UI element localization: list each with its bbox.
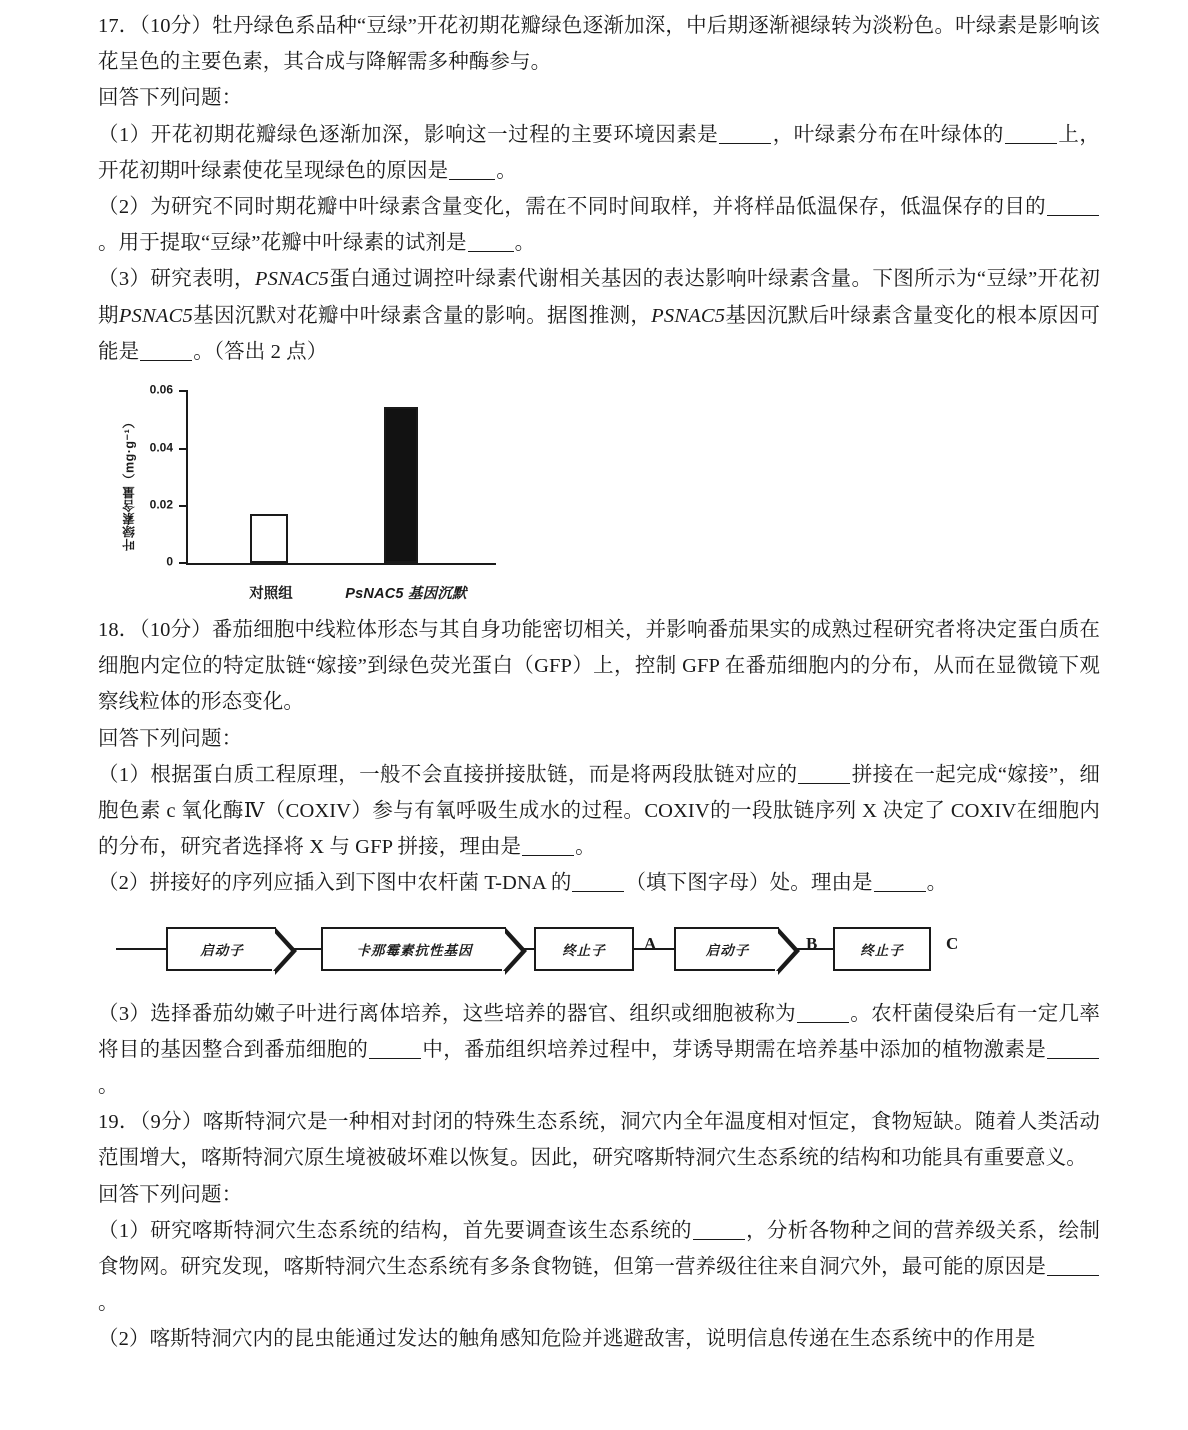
chart-y-axis-title: 叶绿素含量（mg·g⁻¹）	[122, 415, 137, 551]
tdna-site-marker-a: A	[644, 933, 657, 953]
question-18-part-1	[98, 757, 1100, 866]
arrow-head-icon	[276, 927, 298, 971]
chart-xlabel-psnac5-silenced: PsNAC5 基因沉默	[345, 586, 467, 603]
q18p3-text-b: 。农杆菌侵染后有一定几率将目的基因整合到番茄细胞的	[98, 1002, 1100, 1061]
tdna-kanamycin-resistance-gene	[321, 927, 506, 971]
q17p1-blank-3[interactable]	[449, 179, 495, 180]
tdna-site-marker-b: B	[806, 933, 818, 953]
q17p1-text-b: ，叶绿素分布在叶绿体的	[772, 123, 1004, 146]
tdna-promoter-1	[166, 927, 276, 971]
q17p3-text-b: 蛋白通过调控叶绿素代谢相关基因的表达影响叶绿素含量。下图所示为“豆绿”开花初期	[98, 268, 1100, 327]
q19p1-text-a: （1）研究喀斯特洞穴生态系统的结构，首先要调查该生态系统的	[98, 1219, 692, 1242]
arrow-head-icon	[779, 927, 801, 971]
chart-ytick-label-0: 0	[166, 554, 173, 569]
q17p3-blank-1[interactable]	[140, 360, 192, 361]
q17p1-text-a: （1）开花初期花瓣绿色逐渐加深，影响这一过程的主要环境因素是	[98, 123, 719, 146]
q18p3-blank-3[interactable]	[1047, 1058, 1099, 1059]
tdna-site-marker-c: C	[946, 933, 959, 953]
q18p2-blank-1[interactable]	[572, 891, 624, 892]
question-19-stem: 19．（9分）喀斯特洞穴是一种相对封闭的特殊生态系统，洞穴内全年温度相对恒定，食物短缺。随着人类活动范围增大，喀斯特洞穴原生境被破坏难以恢复。因此，研究喀斯特洞穴生态系统的结构和功能具有重要意义。	[98, 1111, 1100, 1170]
tdna-terminator-2	[833, 927, 931, 971]
q17p1-blank-2[interactable]	[1005, 143, 1057, 144]
q17p3-text-d: 基因沉默后叶绿素含量变化的根本原因可能是	[98, 304, 1100, 363]
q17p2-blank-1[interactable]	[1047, 215, 1099, 216]
tdna-terminator-1-label: 终止子	[562, 942, 606, 958]
tdna-promoter-1-label: 启动子	[200, 942, 244, 958]
q19p1-text-c: 。	[98, 1292, 119, 1315]
chart-ytick-label-0.04: 0.04	[149, 440, 173, 455]
q18p1-blank-2[interactable]	[522, 855, 574, 856]
q17p3-text-e: 。（答出 2 点）	[193, 340, 328, 363]
chart-ytick-0.02	[149, 497, 188, 512]
chart-plot-area	[149, 382, 496, 603]
q17p2-text-a: （2）为研究不同时期花瓣中叶绿素含量变化，需在不同时间取样，并将样品低温保存，低温保存的目的	[98, 196, 1046, 219]
question-17-part-3	[98, 261, 1100, 370]
question-19-answer-prompt: 回答下列问题：	[98, 1183, 243, 1206]
chart-xlabel-control: 对照组	[249, 586, 293, 603]
q17p3-gene-1: PSNAC5	[254, 268, 329, 291]
question-18-part-2	[98, 865, 1100, 901]
q18p2-text-c: 。	[926, 872, 948, 895]
question-17-stem: 17．（10分）牡丹绿色系品种“豆绿”开花初期花瓣绿色逐渐加深，中后期逐渐褪绿转为淡粉色。叶绿素是影响该花呈色的主要色素，其合成与降解需多种酶参与。	[98, 15, 1100, 74]
q17p1-text-d: 。	[496, 159, 517, 182]
question-17-answer-prompt: 回答下列问题：	[98, 87, 243, 110]
tdna-kanamycin-label: 卡那霉素抗性基因	[356, 942, 473, 958]
question-18-part-3	[98, 996, 1100, 1105]
chart-bar-psnac5-silenced	[384, 407, 418, 563]
q18p3-text-c: 中，番茄组织培养过程中，芽诱导期需在培养基中添加的植物激素是	[422, 1038, 1046, 1061]
q17p1-blank-1[interactable]	[719, 143, 771, 144]
q18p2-text-a: （2）拼接好的序列应插入到下图中农杆菌 T-DNA 的	[98, 872, 572, 895]
q17p2-text-c: 。	[514, 232, 536, 255]
q17p3-gene-2: PSNAC5	[118, 304, 193, 327]
tdna-promoter-2	[674, 927, 779, 971]
chart-y-axis	[186, 390, 188, 565]
chart-ytick-0.06	[149, 382, 188, 397]
q18p3-text-d: 。	[98, 1075, 119, 1098]
q18p2-text-b: （填下图字母）处。理由是	[625, 872, 873, 895]
q18p3-blank-1[interactable]	[797, 1022, 849, 1023]
tdna-diagram	[116, 914, 959, 986]
q18p2-blank-2[interactable]	[874, 891, 926, 892]
chart-ytick-0.04	[149, 440, 188, 455]
question-18-stem: 18．（10分）番茄细胞中线粒体形态与其自身功能密切相关，并影响番茄果实的成熟过程研究者将决定蛋白质在细胞内定位的特定肽链“嫁接”到绿色荧光蛋白（GFP）上，控制 GFP 在番茄细胞内的分布，从而在显微镜下观察线粒体的形态变化。	[98, 619, 1100, 714]
question-19-part-2	[98, 1321, 1100, 1357]
q17p2-blank-2[interactable]	[468, 251, 514, 252]
q19p1-text-b: ，分析各物种之间的营养级关系，绘制食物网。研究发现，喀斯特洞穴生态系统有多条食物链，但第一营养级往往来自洞穴外，最可能的原因是	[98, 1219, 1100, 1279]
chlorophyll-bar-chart-figure	[98, 380, 1100, 610]
q18p1-text-a: （1）根据蛋白质工程原理，一般不会直接拼接肽链，而是将两段肽链对应的	[98, 763, 798, 786]
q17p1-text-c: 上，开花初期叶绿素使花呈现绿色的原因是	[98, 123, 1101, 182]
bar-chart	[116, 380, 516, 606]
q18p3-text-a: （3）选择番茄幼嫩子叶进行离体培养，这些培养的器官、组织或细胞被称为	[98, 1002, 797, 1025]
q18p1-text-b: 拼接在一起完成“嫁接”，细胞色素 c 氧化酶Ⅳ（COXIV）参与有氧呼吸生成水的过程。COXIV的一段肽链序列 X 决定了 COXIV在细胞内的分布，研究者选择将 X 与 GFP 拼接，理由是	[98, 763, 1101, 859]
arrow-head-icon	[506, 927, 528, 971]
question-17-part-1	[98, 117, 1100, 189]
q17p2-text-b: 。用于提取“豆绿”花瓣中叶绿素的试剂是	[98, 232, 467, 255]
q17p3-text-c: 基因沉默对花瓣中叶绿素含量的影响。据图推测，	[192, 304, 652, 327]
chart-ytick-label-0.02: 0.02	[149, 497, 173, 512]
q18p3-blank-2[interactable]	[369, 1058, 421, 1059]
chart-ytick-0	[166, 554, 188, 569]
question-19-part-1	[98, 1213, 1100, 1322]
q18p1-text-c: 。	[575, 836, 596, 859]
q18p1-blank-1[interactable]	[798, 783, 850, 784]
tdna-terminator-2-label: 终止子	[860, 942, 904, 958]
chart-x-axis	[186, 563, 496, 565]
q17p3-text-a: （3）研究表明，	[98, 268, 255, 291]
chart-ytick-label-0.06: 0.06	[149, 382, 173, 397]
question-17-part-2	[98, 189, 1100, 261]
question-18-answer-prompt: 回答下列问题：	[98, 727, 243, 750]
tdna-terminator-1	[534, 927, 634, 971]
chart-bar-control	[250, 514, 288, 563]
q17p3-gene-3: PSNAC5	[651, 304, 726, 327]
q19p1-blank-2[interactable]	[1047, 1275, 1099, 1276]
q19p1-blank-1[interactable]	[693, 1239, 745, 1240]
tdna-diagram-figure	[98, 914, 1100, 990]
tdna-promoter-2-label: 启动子	[705, 942, 750, 958]
q19p2-text-a: （2）喀斯特洞穴内的昆虫能通过发达的触角感知危险并逃避敌害，说明信息传递在生态系统中的作用是	[98, 1328, 1036, 1351]
